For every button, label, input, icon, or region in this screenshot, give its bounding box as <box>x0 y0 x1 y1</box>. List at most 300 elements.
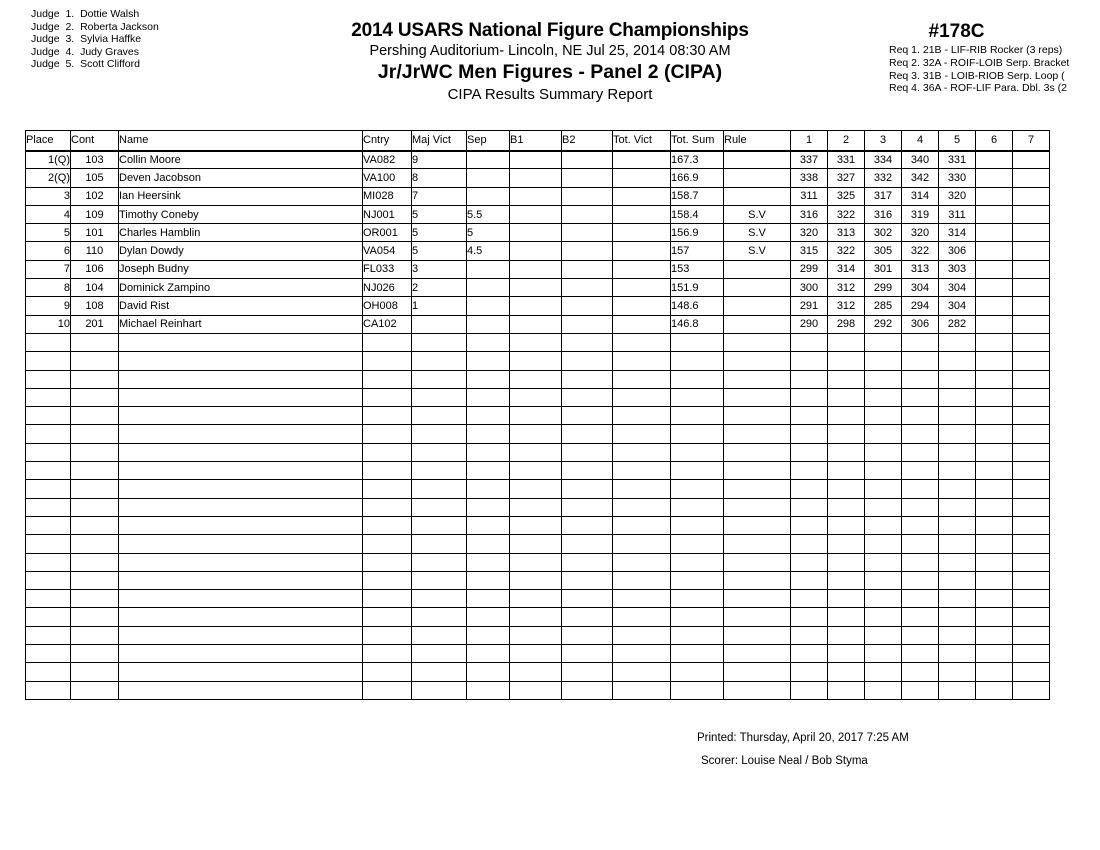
cell-rule-empty <box>724 462 791 480</box>
cell-judge-3-empty <box>865 516 902 534</box>
cell-judge-2-empty <box>828 407 865 425</box>
cell-judge-2: 327 <box>828 169 865 187</box>
cell-judge-2-empty <box>828 462 865 480</box>
table-row-empty <box>26 480 1050 498</box>
cell-cont-empty <box>71 462 119 480</box>
report-footer <box>697 727 909 773</box>
cell-judge-6-empty <box>976 498 1013 516</box>
cell-sep-empty <box>467 388 510 406</box>
cell-tot-vict-empty <box>613 462 671 480</box>
cell-judge-3-empty <box>865 681 902 699</box>
cell-name-empty <box>119 425 363 443</box>
cell-maj-vict: 3 <box>412 260 467 278</box>
cell-b2-empty <box>562 370 613 388</box>
cell-judge-4-empty <box>902 681 939 699</box>
table-row-empty <box>26 370 1050 388</box>
cell-judge-4-empty <box>902 663 939 681</box>
cell-cntry-empty <box>363 370 412 388</box>
cell-maj-vict-empty <box>412 333 467 351</box>
requirement-item: Req 1. 21B - LIF-RIB Rocker (3 reps) <box>889 44 1063 56</box>
cell-judge-3-empty <box>865 407 902 425</box>
cell-sep: 5.5 <box>467 205 510 223</box>
cell-judge-6-empty <box>976 425 1013 443</box>
cell-judge-6-empty <box>976 645 1013 663</box>
cell-sep-empty <box>467 516 510 534</box>
cell-sep-empty <box>467 333 510 351</box>
cell-b2 <box>562 242 613 260</box>
cell-judge-7-empty <box>1013 553 1050 571</box>
cell-judge-7-empty <box>1013 681 1050 699</box>
cell-place: 3 <box>26 187 71 205</box>
cell-maj-vict-empty <box>412 516 467 534</box>
cell-tot-sum: 167.3 <box>671 151 724 169</box>
cell-judge-6-empty <box>976 352 1013 370</box>
cell-judge-4: 306 <box>902 315 939 333</box>
cell-judge-7-empty <box>1013 663 1050 681</box>
cell-judge-1: 320 <box>791 224 828 242</box>
cell-sep-empty <box>467 626 510 644</box>
cell-judge-4-empty <box>902 370 939 388</box>
requirements-list <box>889 43 1100 95</box>
cell-cont-empty <box>71 425 119 443</box>
cell-judge-2: 312 <box>828 297 865 315</box>
requirement-item: Req 3. 31B - LOIB-RIOB Serp. Loop ( <box>889 69 1065 82</box>
cell-maj-vict-empty <box>412 590 467 608</box>
cell-judge-4: 319 <box>902 205 939 223</box>
judge-label: Judge <box>31 8 60 20</box>
cell-sep-empty <box>467 370 510 388</box>
cell-sep-empty <box>467 407 510 425</box>
cell-cntry: CA102 <box>363 315 412 333</box>
cell-tot-vict <box>613 224 671 242</box>
cell-maj-vict: 5 <box>412 205 467 223</box>
judge-row <box>31 8 159 21</box>
cell-judge-7-empty <box>1013 425 1050 443</box>
cell-judge-1: 290 <box>791 315 828 333</box>
judge-number: 4. <box>65 45 75 58</box>
column-header-judge-4: 4 <box>902 131 939 151</box>
table-row-empty <box>26 535 1050 553</box>
cell-judge-4-empty <box>902 388 939 406</box>
cell-judge-1-empty <box>791 443 828 461</box>
cell-maj-vict-empty <box>412 388 467 406</box>
cell-b2-empty <box>562 425 613 443</box>
cell-tot-sum: 158.4 <box>671 205 724 223</box>
cell-judge-4: 304 <box>902 279 939 297</box>
cell-judge-5-empty <box>939 333 976 351</box>
cell-judge-4-empty <box>902 571 939 589</box>
cell-rule-empty <box>724 333 791 351</box>
cell-cntry-empty <box>363 663 412 681</box>
cell-cont-empty <box>71 590 119 608</box>
cell-b2-empty <box>562 388 613 406</box>
cell-tot-vict-empty <box>613 645 671 663</box>
cell-cntry: VA054 <box>363 242 412 260</box>
cell-judge-7 <box>1013 297 1050 315</box>
cell-judge-3: 299 <box>865 279 902 297</box>
cell-tot-vict <box>613 151 671 169</box>
cell-judge-6-empty <box>976 608 1013 626</box>
cell-judge-7-empty <box>1013 571 1050 589</box>
cell-cont-empty <box>71 352 119 370</box>
cell-rule-empty <box>724 388 791 406</box>
cell-tot-vict-empty <box>613 388 671 406</box>
cell-tot-vict <box>613 242 671 260</box>
table-row-empty <box>26 608 1050 626</box>
cell-maj-vict-empty <box>412 553 467 571</box>
cell-judge-4-empty <box>902 608 939 626</box>
cell-b1-empty <box>510 443 562 461</box>
cell-place: 9 <box>26 297 71 315</box>
judge-row <box>31 33 159 46</box>
cell-b2-empty <box>562 571 613 589</box>
cell-cntry-empty <box>363 498 412 516</box>
cell-judge-3-empty <box>865 626 902 644</box>
cell-place: 5 <box>26 224 71 242</box>
printed-timestamp: Printed: Thursday, April 20, 2017 7:25 AM <box>697 732 909 744</box>
cell-maj-vict-empty <box>412 645 467 663</box>
judge-name: Scott Clifford <box>80 58 140 71</box>
cell-b1 <box>510 279 562 297</box>
cell-judge-7 <box>1013 279 1050 297</box>
cell-name: Joseph Budny <box>119 260 363 278</box>
cell-name: Michael Reinhart <box>119 315 363 333</box>
cell-maj-vict: 5 <box>412 224 467 242</box>
cell-tot-sum-empty <box>671 681 724 699</box>
cell-maj-vict-empty <box>412 352 467 370</box>
cell-b1 <box>510 242 562 260</box>
judge-name: Dottie Walsh <box>80 8 140 20</box>
cell-b1-empty <box>510 608 562 626</box>
cell-judge-3-empty <box>865 645 902 663</box>
cell-b1-empty <box>510 663 562 681</box>
cell-maj-vict-empty <box>412 370 467 388</box>
cell-rule: S.V <box>724 205 791 223</box>
cell-judge-5-empty <box>939 571 976 589</box>
cell-tot-vict <box>613 315 671 333</box>
cell-cont-empty <box>71 370 119 388</box>
report-title-block <box>180 20 920 105</box>
cell-judge-3-empty <box>865 370 902 388</box>
cell-judge-1-empty <box>791 407 828 425</box>
cell-judge-6 <box>976 315 1013 333</box>
cell-b2-empty <box>562 608 613 626</box>
cell-judge-5: 330 <box>939 169 976 187</box>
cell-place-empty <box>26 443 71 461</box>
cell-tot-vict-empty <box>613 681 671 699</box>
cell-judge-4-empty <box>902 553 939 571</box>
judge-label: Judge <box>31 58 60 71</box>
cell-judge-4-empty <box>902 333 939 351</box>
cell-judge-2-empty <box>828 425 865 443</box>
cell-judge-5: 306 <box>939 242 976 260</box>
cell-judge-7-empty <box>1013 352 1050 370</box>
cell-cont: 109 <box>71 205 119 223</box>
column-header-judge-1: 1 <box>791 131 828 151</box>
cell-maj-vict-empty <box>412 425 467 443</box>
cell-name: Charles Hamblin <box>119 224 363 242</box>
judge-label: Judge <box>31 33 60 46</box>
cell-judge-4-empty <box>902 407 939 425</box>
cell-cont: 106 <box>71 260 119 278</box>
cell-rule-empty <box>724 626 791 644</box>
cell-judge-5-empty <box>939 462 976 480</box>
cell-judge-3: 332 <box>865 169 902 187</box>
cell-name-empty <box>119 388 363 406</box>
cell-judge-6-empty <box>976 553 1013 571</box>
cell-judge-5: 304 <box>939 279 976 297</box>
cell-cntry-empty <box>363 553 412 571</box>
cell-judge-2-empty <box>828 590 865 608</box>
cell-tot-sum-empty <box>671 480 724 498</box>
cell-place-empty <box>26 663 71 681</box>
cell-rule-empty <box>724 425 791 443</box>
cell-judge-5-empty <box>939 480 976 498</box>
cell-name-empty <box>119 352 363 370</box>
cell-judge-3-empty <box>865 480 902 498</box>
cell-b1 <box>510 151 562 169</box>
cell-maj-vict-empty <box>412 663 467 681</box>
cell-tot-vict-empty <box>613 443 671 461</box>
cell-judge-2-empty <box>828 571 865 589</box>
cell-b1-empty <box>510 333 562 351</box>
cell-judge-1-empty <box>791 425 828 443</box>
cell-rule-empty <box>724 443 791 461</box>
cell-judge-5-empty <box>939 663 976 681</box>
column-header-judge-7: 7 <box>1013 131 1050 151</box>
cell-tot-vict-empty <box>613 407 671 425</box>
cell-cont-empty <box>71 480 119 498</box>
judge-name: Roberta Jackson <box>80 20 159 33</box>
cell-sep <box>467 187 510 205</box>
cell-cntry-empty <box>363 425 412 443</box>
cell-tot-sum: 153 <box>671 260 724 278</box>
table-row <box>26 151 1050 169</box>
cell-b2-empty <box>562 553 613 571</box>
cell-b2 <box>562 260 613 278</box>
cell-b1 <box>510 169 562 187</box>
cell-judge-2-empty <box>828 388 865 406</box>
cell-cntry-empty <box>363 681 412 699</box>
cell-tot-vict-empty <box>613 480 671 498</box>
cell-judge-6 <box>976 224 1013 242</box>
column-header-tot-vict: Tot. Vict <box>613 131 671 151</box>
cell-b1 <box>510 187 562 205</box>
cell-b2-empty <box>562 645 613 663</box>
cell-place-empty <box>26 425 71 443</box>
cell-judge-5: 314 <box>939 224 976 242</box>
cell-judge-1-empty <box>791 626 828 644</box>
cell-cont: 102 <box>71 187 119 205</box>
cell-name-empty <box>119 443 363 461</box>
cell-place: 2(Q) <box>26 169 71 187</box>
cell-cont-empty <box>71 443 119 461</box>
column-header-b2: B2 <box>562 131 613 151</box>
cell-judge-1: 338 <box>791 169 828 187</box>
cell-judge-5-empty <box>939 681 976 699</box>
cell-b1 <box>510 315 562 333</box>
cell-judge-6-empty <box>976 663 1013 681</box>
column-header-judge-2: 2 <box>828 131 865 151</box>
cell-judge-4-empty <box>902 645 939 663</box>
cell-place-empty <box>26 516 71 534</box>
cell-sep-empty <box>467 443 510 461</box>
cell-rule-empty <box>724 645 791 663</box>
cell-cntry: OH008 <box>363 297 412 315</box>
cell-judge-2-empty <box>828 535 865 553</box>
cell-cntry-empty <box>363 480 412 498</box>
cell-tot-sum-empty <box>671 333 724 351</box>
cell-judge-2: 322 <box>828 205 865 223</box>
cell-cntry-empty <box>363 407 412 425</box>
cell-judge-5: 304 <box>939 297 976 315</box>
cell-rule-empty <box>724 590 791 608</box>
cell-b2-empty <box>562 352 613 370</box>
cell-judge-4-empty <box>902 535 939 553</box>
cell-judge-3: 285 <box>865 297 902 315</box>
cell-sep <box>467 169 510 187</box>
judge-number: 3. <box>65 33 75 46</box>
cell-cntry-empty <box>363 462 412 480</box>
table-row-empty <box>26 553 1050 571</box>
cell-place: 1(Q) <box>26 151 71 169</box>
column-header-b1: B1 <box>510 131 562 151</box>
cell-b2-empty <box>562 590 613 608</box>
cell-judge-1-empty <box>791 553 828 571</box>
cell-cntry-empty <box>363 535 412 553</box>
requirements-panel <box>889 20 1100 95</box>
cell-tot-sum-empty <box>671 553 724 571</box>
cell-cont-empty <box>71 407 119 425</box>
cell-b1-empty <box>510 535 562 553</box>
cell-b1-empty <box>510 571 562 589</box>
cell-place-empty <box>26 608 71 626</box>
cell-cntry-empty <box>363 333 412 351</box>
cell-sep <box>467 279 510 297</box>
cell-b2-empty <box>562 663 613 681</box>
table-row-empty <box>26 645 1050 663</box>
cell-place-empty <box>26 388 71 406</box>
cell-name-empty <box>119 535 363 553</box>
cell-judge-1: 300 <box>791 279 828 297</box>
cell-rule <box>724 315 791 333</box>
cell-cont: 101 <box>71 224 119 242</box>
cell-judge-5-empty <box>939 608 976 626</box>
cell-tot-sum: 166.9 <box>671 169 724 187</box>
table-row-empty <box>26 516 1050 534</box>
cell-judge-3: 334 <box>865 151 902 169</box>
cell-tot-vict <box>613 260 671 278</box>
cell-place-empty <box>26 480 71 498</box>
cell-judge-5-empty <box>939 443 976 461</box>
requirement-item: Req 4. 36A - ROF-LIF Para. Dbl. 3s (2 <box>889 82 1067 95</box>
judge-row <box>31 21 159 34</box>
cell-b1 <box>510 205 562 223</box>
cell-tot-sum-empty <box>671 352 724 370</box>
cell-rule-empty <box>724 681 791 699</box>
cell-judge-1-empty <box>791 498 828 516</box>
cell-name-empty <box>119 608 363 626</box>
cell-judge-2: 298 <box>828 315 865 333</box>
table-header-row <box>26 131 1050 151</box>
cell-tot-sum-empty <box>671 571 724 589</box>
cell-rule-empty <box>724 535 791 553</box>
cell-judge-6 <box>976 260 1013 278</box>
cell-b2-empty <box>562 333 613 351</box>
cell-tot-vict <box>613 187 671 205</box>
cell-cont-empty <box>71 498 119 516</box>
cell-b2-empty <box>562 443 613 461</box>
cell-tot-vict-empty <box>613 590 671 608</box>
cell-sep <box>467 260 510 278</box>
cell-b1 <box>510 260 562 278</box>
cell-cntry-empty <box>363 608 412 626</box>
cell-place-empty <box>26 590 71 608</box>
cell-place-empty <box>26 553 71 571</box>
cell-judge-3-empty <box>865 443 902 461</box>
cell-judge-7 <box>1013 187 1050 205</box>
cell-tot-sum: 148.6 <box>671 297 724 315</box>
cell-rule-empty <box>724 498 791 516</box>
cell-judge-4-empty <box>902 498 939 516</box>
cell-judge-4: 313 <box>902 260 939 278</box>
cell-judge-1: 316 <box>791 205 828 223</box>
cell-judge-4-empty <box>902 462 939 480</box>
cell-judge-4: 294 <box>902 297 939 315</box>
cell-cont-empty <box>71 626 119 644</box>
cell-tot-sum-empty <box>671 388 724 406</box>
report-subtitle: CIPA Results Summary Report <box>447 86 653 103</box>
cell-cntry: NJ026 <box>363 279 412 297</box>
cell-b2 <box>562 169 613 187</box>
cell-name-empty <box>119 370 363 388</box>
cell-b2 <box>562 297 613 315</box>
table-row <box>26 224 1050 242</box>
cell-rule <box>724 169 791 187</box>
cell-tot-vict-empty <box>613 370 671 388</box>
cell-judge-6-empty <box>976 370 1013 388</box>
cell-judge-1: 315 <box>791 242 828 260</box>
cell-name-empty <box>119 571 363 589</box>
cell-sep <box>467 297 510 315</box>
cell-b2-empty <box>562 516 613 534</box>
cell-cont: 201 <box>71 315 119 333</box>
cell-name-empty <box>119 645 363 663</box>
judge-row <box>31 58 159 71</box>
cell-judge-3-empty <box>865 333 902 351</box>
cell-judge-5-empty <box>939 645 976 663</box>
cell-judge-3: 317 <box>865 187 902 205</box>
column-header-tot-sum: Tot. Sum <box>671 131 724 151</box>
cell-judge-5-empty <box>939 516 976 534</box>
cell-judge-1: 291 <box>791 297 828 315</box>
cell-judge-5-empty <box>939 370 976 388</box>
cell-cont-empty <box>71 553 119 571</box>
cell-judge-6 <box>976 242 1013 260</box>
cell-judge-3-empty <box>865 352 902 370</box>
cell-judge-6-empty <box>976 681 1013 699</box>
cell-judge-6-empty <box>976 571 1013 589</box>
cell-tot-sum-empty <box>671 407 724 425</box>
cell-name-empty <box>119 462 363 480</box>
cell-judge-1-empty <box>791 681 828 699</box>
cell-place: 7 <box>26 260 71 278</box>
cell-name-empty <box>119 663 363 681</box>
cell-judge-6 <box>976 279 1013 297</box>
table-row-empty <box>26 352 1050 370</box>
cell-judge-5: 303 <box>939 260 976 278</box>
cell-b1-empty <box>510 516 562 534</box>
